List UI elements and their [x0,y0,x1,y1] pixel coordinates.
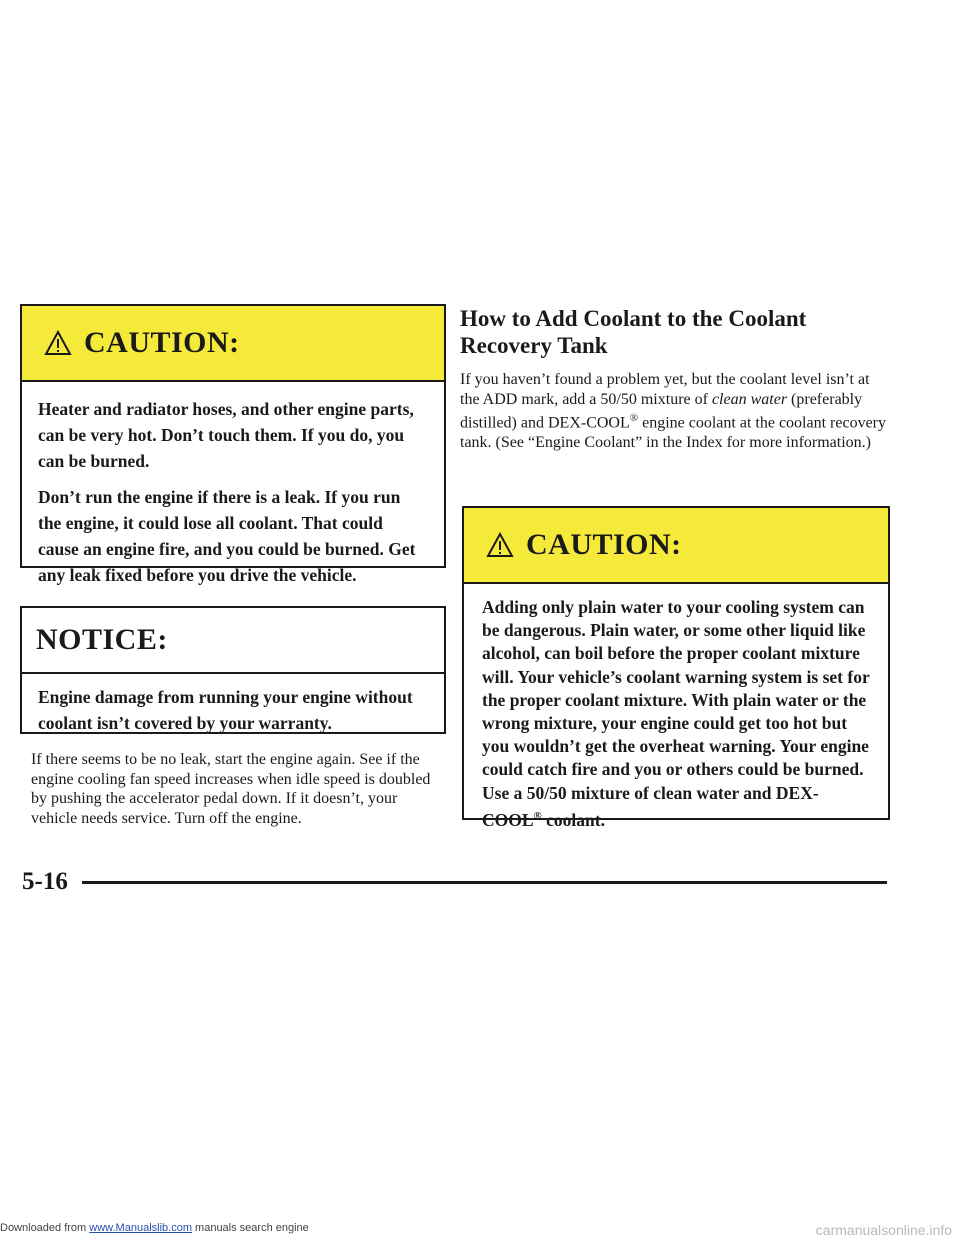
caution-body-right [464,584,888,832]
right-paragraph [460,370,890,452]
registered-mark: ® [533,809,542,822]
right-paragraph-text-2: (preferably distilled) and DEX-COOL [460,390,863,432]
notice-header [22,608,444,674]
caution-right-text-2: coolant. [541,809,605,830]
caution-header [22,306,444,382]
warning-triangle-icon [44,330,72,356]
right-paragraph-text-1: If you haven’t found a problem yet, but the coolant level isn’t at the ADD mark, add a 50/50 mixture of [460,371,870,408]
caution-box-left [20,304,446,585]
notice-box [20,606,446,734]
notice-body [22,674,444,736]
caution-box-right [462,506,890,830]
clean-water-emphasis: clean water [711,390,788,408]
footer-prefix: Downloaded from [0,1222,90,1234]
page-rule [82,881,887,884]
caution-paragraph-2: Don’t run the engine if there is a leak. If you run the engine, it could lose all coolant. That could cause an engine fire, and you could be burned. Get any leak fixed before you drive the vehicle. [38,487,416,585]
download-footer [0,1222,309,1234]
caution-right-text-1: Adding only plain water to your cooling system can be dangerous. Plain water, or some other liquid like alcohol, can boil before the proper coolant mixture will. Your vehicle’s coolant warning system is set for the proper coolant mixture. With plain water or the wrong mixture, your engine could get too hot but you wouldn’t get the overheat warning. Your engine could catch fire and you or others could be burned. Use a 50/50 mixture of clean water and DEX-COOL [482,597,870,830]
caution-header-right [464,508,888,584]
watermark: carmanualsonline.info [815,1222,952,1238]
caution-right-text [482,596,872,832]
right-paragraph-text-3: engine coolant at the coolant recovery tank. (See “Engine Coolant” in the Index for more information.) [460,414,886,451]
caution-body [22,382,444,588]
notice-text: Engine damage from running your engine without coolant isn’t covered by your warranty. [38,687,413,733]
registered-mark: ® [629,412,639,424]
left-paragraph: If there seems to be no leak, start the engine again. See if the engine cooling fan speed increases when idle speed is doubled by pushing the accelerator pedal down. If it doesn’t, your vehicle needs service. Turn off the engine. [31,751,431,827]
notice-title: NOTICE: [36,623,168,656]
footer-suffix: manuals search engine [191,1222,309,1234]
caution-title-right: CAUTION: [526,528,682,561]
page-number: 5-16 [22,868,68,895]
manualslib-link[interactable]: www.Manualslib.com [89,1222,192,1234]
warning-triangle-icon [486,532,514,558]
section-heading: How to Add Coolant to the Coolant Recovery Tank [460,306,807,358]
caution-paragraph-1: Heater and radiator hoses, and other engine parts, can be very hot. Don’t touch them. If you do, you can be burned. [38,399,414,471]
caution-title: CAUTION: [84,326,240,359]
